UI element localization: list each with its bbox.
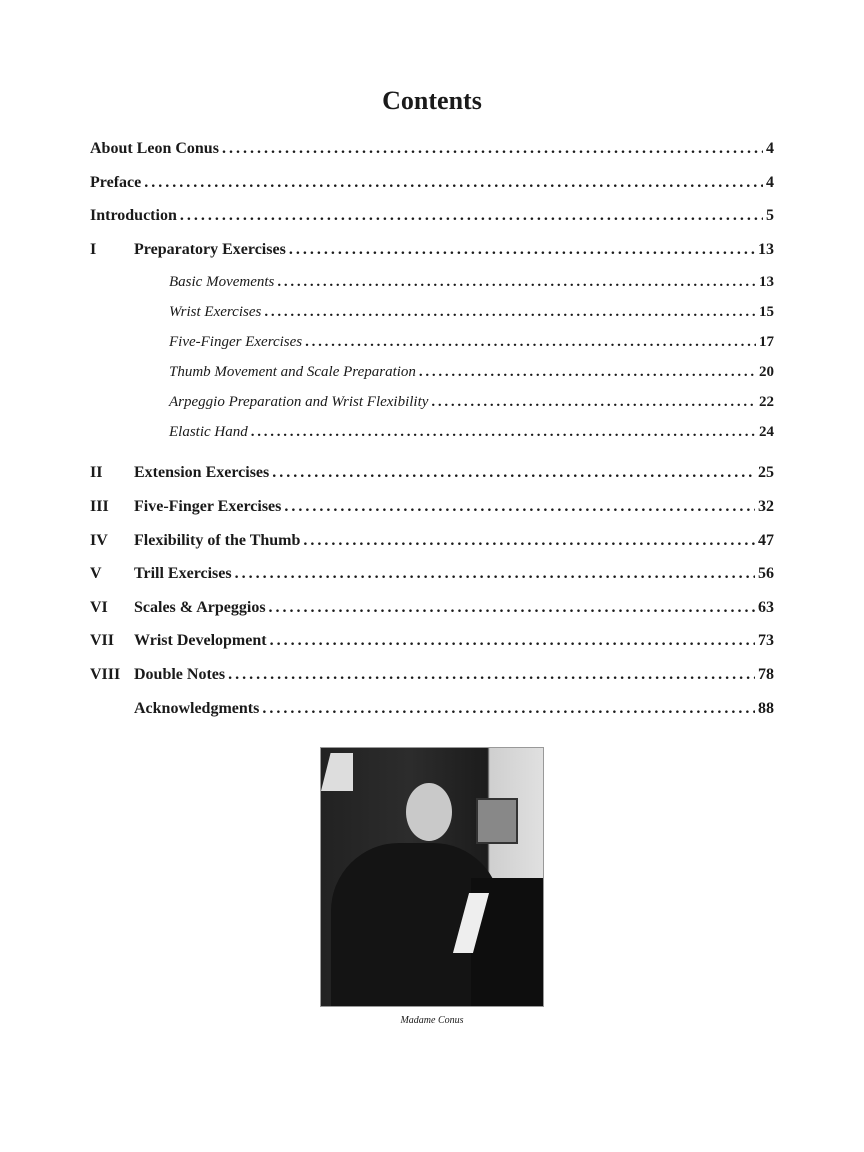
toc-entry-title: Basic Movements: [169, 274, 275, 291]
dot-leader: [272, 464, 755, 482]
toc-page-number: 17: [759, 334, 774, 351]
dot-leader: [303, 532, 755, 550]
toc-entry[interactable]: [90, 599, 774, 633]
toc-entry[interactable]: [90, 274, 774, 304]
toc-page-number: 13: [759, 274, 774, 291]
toc-page-number: 15: [759, 304, 774, 321]
toc-entry-title: Trill Exercises: [134, 565, 232, 583]
toc-entry-title: Thumb Movement and Scale Preparation: [169, 364, 416, 381]
toc-entry[interactable]: [90, 532, 774, 566]
toc-page-number: 5: [766, 207, 774, 225]
toc-entry[interactable]: [90, 424, 774, 454]
chapter-number: III: [90, 497, 109, 515]
toc-page-number: 78: [758, 665, 774, 683]
dot-leader: [180, 207, 763, 225]
chapter-number: VII: [90, 632, 115, 650]
toc-page-number: 56: [758, 565, 774, 583]
toc-entry[interactable]: [90, 334, 774, 364]
dot-leader: [419, 364, 756, 381]
toc-entry-title: Elastic Hand: [169, 424, 248, 441]
chapter-number: I: [90, 240, 97, 258]
toc-entry[interactable]: [90, 364, 774, 394]
toc-page-number: 4: [766, 173, 774, 191]
toc-page-number: 63: [758, 598, 774, 616]
toc-entry-title: Five-Finger Exercises: [134, 497, 282, 515]
toc-page-number: 88: [758, 699, 774, 717]
toc-page-number: 13: [758, 240, 774, 258]
toc-page-number: 22: [759, 394, 774, 411]
toc-entry-title: Five-Finger Exercises: [169, 334, 303, 351]
toc-entry-title: Introduction: [90, 207, 177, 225]
toc-entry-title: About Leon Conus: [90, 140, 219, 157]
chapter-number: VI: [90, 598, 108, 616]
toc-page-number: 32: [758, 497, 774, 515]
dot-leader: [222, 140, 763, 158]
toc-entry[interactable]: [90, 304, 774, 334]
page-title: Contents: [382, 86, 482, 115]
dot-leader: [277, 274, 756, 291]
toc-entry[interactable]: [90, 241, 774, 275]
toc-entry-title: Arpeggio Preparation and Wrist Flexibility: [169, 394, 429, 411]
dot-leader: [144, 174, 763, 192]
toc-entry-title: Extension Exercises: [134, 464, 270, 482]
toc-entry[interactable]: [90, 174, 774, 208]
dot-leader: [235, 565, 755, 583]
toc-entry-title: Preface: [90, 173, 142, 191]
toc-page-number: 25: [758, 464, 774, 482]
toc-page-number: 73: [758, 632, 774, 650]
toc-entry[interactable]: [90, 464, 774, 498]
toc-entry-title: Wrist Development: [134, 632, 267, 650]
toc-entry-title: Preparatory Exercises: [134, 240, 286, 258]
dot-leader: [305, 334, 756, 351]
dot-leader: [284, 498, 755, 516]
photo-madame-conus: [320, 747, 544, 1007]
toc-entry[interactable]: [90, 700, 774, 734]
toc-page-number: 20: [759, 364, 774, 381]
chapter-number: II: [90, 464, 103, 482]
toc-entry-title: Wrist Exercises: [169, 304, 262, 321]
dot-leader: [270, 632, 755, 650]
toc-entry-title: Acknowledgments: [134, 699, 260, 717]
toc-entry-title: Flexibility of the Thumb: [134, 531, 301, 549]
chapter-number: V: [90, 565, 102, 583]
photo-caption: Madame Conus: [400, 1015, 464, 1026]
dot-leader: [264, 304, 756, 321]
dot-leader: [262, 700, 755, 718]
chapter-number: IV: [90, 531, 108, 549]
toc-entry[interactable]: [90, 394, 774, 424]
dot-leader: [251, 424, 756, 441]
toc-entry-title: Double Notes: [134, 665, 226, 683]
toc-entry[interactable]: [90, 565, 774, 599]
toc-entry[interactable]: [90, 498, 774, 532]
chapter-number: VIII: [90, 665, 121, 683]
dot-leader: [431, 394, 756, 411]
toc-page-number: 4: [766, 140, 774, 157]
dot-leader: [289, 241, 755, 259]
toc-entry[interactable]: [90, 666, 774, 700]
table-of-contents: [90, 140, 774, 733]
toc-page-number: 47: [758, 531, 774, 549]
toc-entry[interactable]: [90, 207, 774, 241]
dot-leader: [228, 666, 755, 684]
dot-leader: [269, 599, 755, 617]
toc-entry[interactable]: [90, 140, 774, 174]
toc-entry-title: Scales & Arpeggios: [134, 598, 266, 616]
toc-entry[interactable]: [90, 632, 774, 666]
toc-page-number: 24: [759, 424, 774, 441]
